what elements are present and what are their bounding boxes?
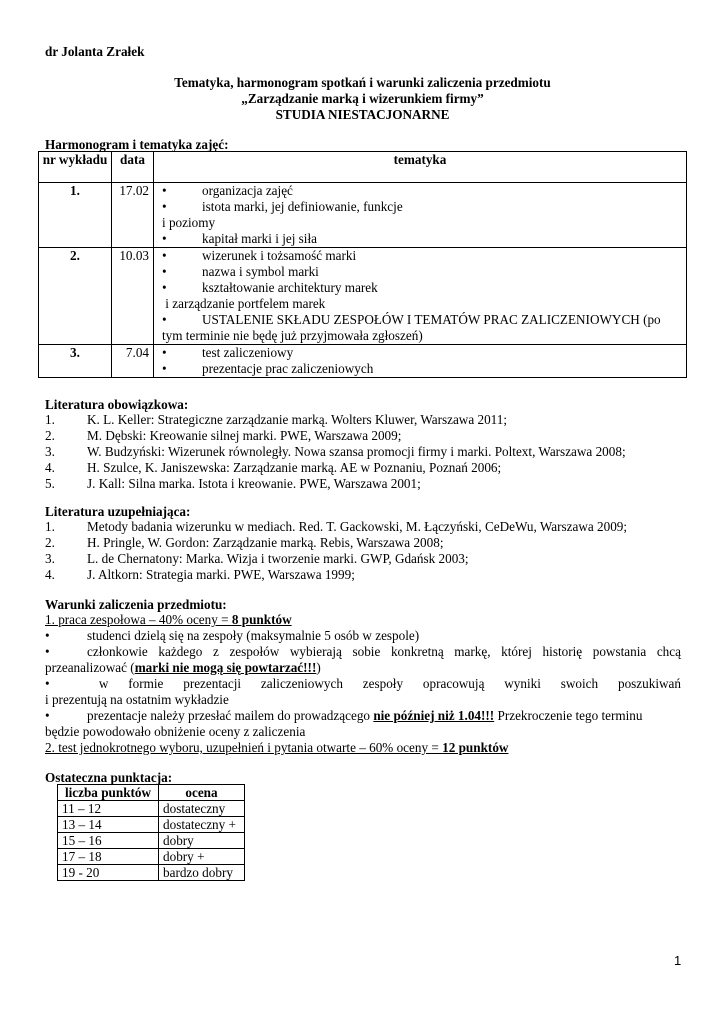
item-number: 5. [45,476,55,491]
lecture-topics [154,248,687,345]
bullet-icon: • [45,708,50,723]
list-item [45,412,507,428]
title-line-2: „Zarządzanie marką i wizerunkiem firmy” [241,91,484,106]
final-scoring-heading: Ostateczna punktacja: [45,770,173,785]
table-row [58,801,245,817]
lecture-nr: 2. [39,248,112,345]
item-number: 4. [45,460,55,475]
header-topic: tematyka [154,152,687,183]
condition-bullet [45,708,642,724]
lecture-nr: 1. [39,183,112,248]
condition-continuation [45,660,321,676]
word: zaliczeniowych [260,676,343,691]
condition-points: 12 punktów [442,740,509,755]
grade: dobry [159,833,245,849]
points-range: 13 – 14 [58,817,159,833]
grade: dostateczny [159,801,245,817]
supplementary-literature-heading: Literatura uzupełniająca: [45,504,191,519]
grading-table [57,784,245,881]
points-range: 11 – 12 [58,801,159,817]
header-grade: ocena [159,785,245,801]
topic-continuation: i zarządzanie portfelem marek [162,296,326,311]
required-literature-heading: Literatura obowiązkowa: [45,397,189,412]
item-text: W. Budzyński: Wizerunek równoległy. Nowa szansa promocji firmy i marki. Poltext, Warszawa 2008; [87,444,626,459]
bullet-icon: • [162,361,167,376]
bullet-icon: • [162,199,167,214]
topic-continuation: i poziomy [162,215,216,230]
word: wyniki [504,676,541,691]
topic-item: istota marki, jej definiowanie, funkcje [202,199,403,214]
page-number: 1 [674,953,682,968]
grading-header-row [58,785,245,801]
list-item [45,567,355,583]
item-text: J. Altkorn: Strategia marki. PWE, Warszawa 1999; [87,567,355,582]
grade: bardzo dobry [159,865,245,881]
list-item [45,428,401,444]
topic-item: wizerunek i tożsamość marki [202,248,357,263]
bullet-icon: • [162,183,167,198]
conditions-heading: Warunki zaliczenia przedmiotu: [45,597,227,612]
topic-continuation: tym terminie nie będę już przyjmowała zgłoszeń) [162,328,423,343]
condition-bullet [45,644,681,660]
condition-text: 1. praca zespołowa – 40% oceny = [45,612,232,627]
item-text: K. L. Keller: Strategiczne zarządzanie marką. Wolters Kluwer, Warszawa 2011; [87,412,508,427]
bullet-icon: • [45,644,50,659]
lecture-topics [154,345,687,378]
topic-item: USTALENIE SKŁADU ZESPOŁÓW I TEMATÓW PRAC ZALICZENIOWYCH (po [202,312,661,327]
schedule-header-row [39,152,687,183]
bullet-icon: • [162,248,167,263]
topic-item: kapitał marki i jej siła [202,231,317,246]
list-item [45,535,444,551]
word: prezentacji [183,676,242,691]
table-row [39,183,687,248]
title-line-3: STUDIA NIESTACJONARNE [275,107,450,122]
condition-continuation: i prezentują na ostatnim wykładzie [45,692,229,707]
condition-test [45,740,508,756]
list-item [45,551,469,567]
author: dr Jolanta Zrałek [45,44,145,59]
topic-item: kształtowanie architektury marek [202,280,378,295]
header-points: liczba punktów [58,785,159,801]
condition-bullet [45,676,681,692]
topic-item: organizacja zajęć [202,183,293,198]
condition-emphasis: marki nie mogą się powtarzać!!! [134,660,317,675]
topic-item: prezentacje prac zaliczeniowych [202,361,374,376]
condition-text: 2. test jednokrotnego wyboru, uzupełnień i pytania otwarte – 60% oceny = [45,740,443,755]
item-number: 4. [45,567,55,582]
title-line-1: Tematyka, harmonogram spotkań i warunki zaliczenia przedmiotu [174,75,551,90]
condition-points: 8 punktów [231,612,292,627]
points-range: 19 - 20 [58,865,159,881]
grade: dostateczny + [159,817,245,833]
bullet-icon: • [45,628,50,643]
list-item [45,444,626,460]
bullet-icon: • [162,312,167,327]
item-text: M. Dębski: Kreowanie silnej marki. PWE, Warszawa 2009; [87,428,402,443]
condition-continuation: będzie powodowało obniżenie oceny z zaliczenia [45,724,306,739]
condition-bullet [45,628,419,644]
lecture-date: 7.04 [112,345,154,378]
word: w [98,676,109,691]
word: formie [128,676,164,691]
condition-text: członkowie każdego z zespołów wybierają sobie konkretną markę, której historię powstania chcą [87,644,681,659]
condition-text: przeanalizować ( [45,660,135,675]
item-text: Metody badania wizerunku w mediach. Red. T. Gackowski, M. Łączyński, CeDeWu, Warszawa 2009; [87,519,628,534]
table-row [58,865,245,881]
list-item [45,476,421,492]
condition-text: Przekroczenie tego terminu [494,708,643,723]
word: swoich [560,676,599,691]
word: zespoły [362,676,404,691]
bullet-icon: • [162,280,167,295]
bullet-icon: • [162,264,167,279]
points-range: 17 – 18 [58,849,159,865]
item-text: L. de Chernatony: Marka. Wizja i tworzenie marki. GWP, Gdańsk 2003; [87,551,469,566]
table-row [39,248,687,345]
lecture-nr: 3. [39,345,112,378]
bullet-icon: • [162,345,167,360]
header-date: data [112,152,154,183]
item-text: H. Pringle, W. Gordon: Zarządzanie marką. Rebis, Warszawa 2008; [87,535,444,550]
table-row [58,817,245,833]
lecture-date: 17.02 [112,183,154,248]
topic-item: test zaliczeniowy [202,345,294,360]
schedule-table [38,151,687,378]
word: poszukiwań [617,676,681,691]
table-row [39,345,687,378]
item-number: 3. [45,551,55,566]
condition-team-work [45,612,292,628]
schedule-heading: Harmonogram i tematyka zajęć: [45,137,229,152]
item-text: H. Szulce, K. Janiszewska: Zarządzanie marką. AE w Poznaniu, Poznań 2006; [87,460,502,475]
item-number: 2. [45,428,55,443]
item-number: 2. [45,535,55,550]
condition-text: prezentacje należy przesłać mailem do prowadzącego [87,708,374,723]
condition-text: studenci dzielą się na zespoły (maksymalnie 5 osób w zespole) [87,628,420,643]
bullet-icon: • [162,231,167,246]
condition-text: ) [316,660,321,675]
list-item [45,519,627,535]
item-text: J. Kall: Silna marka. Istota i kreowanie. PWE, Warszawa 2001; [87,476,421,491]
grade: dobry + [159,849,245,865]
topic-item: nazwa i symbol marki [202,264,319,279]
table-row [58,833,245,849]
lecture-topics [154,183,687,248]
list-item [45,460,501,476]
lecture-date: 10.03 [112,248,154,345]
condition-deadline: nie później niż 1.04!!! [373,708,495,723]
bullet-icon: • [45,676,50,691]
item-number: 3. [45,444,55,459]
item-number: 1. [45,519,55,534]
header-nr: nr wykładu [39,152,112,183]
points-range: 15 – 16 [58,833,159,849]
item-number: 1. [45,412,55,427]
word: opracowują [422,676,485,691]
table-row [58,849,245,865]
